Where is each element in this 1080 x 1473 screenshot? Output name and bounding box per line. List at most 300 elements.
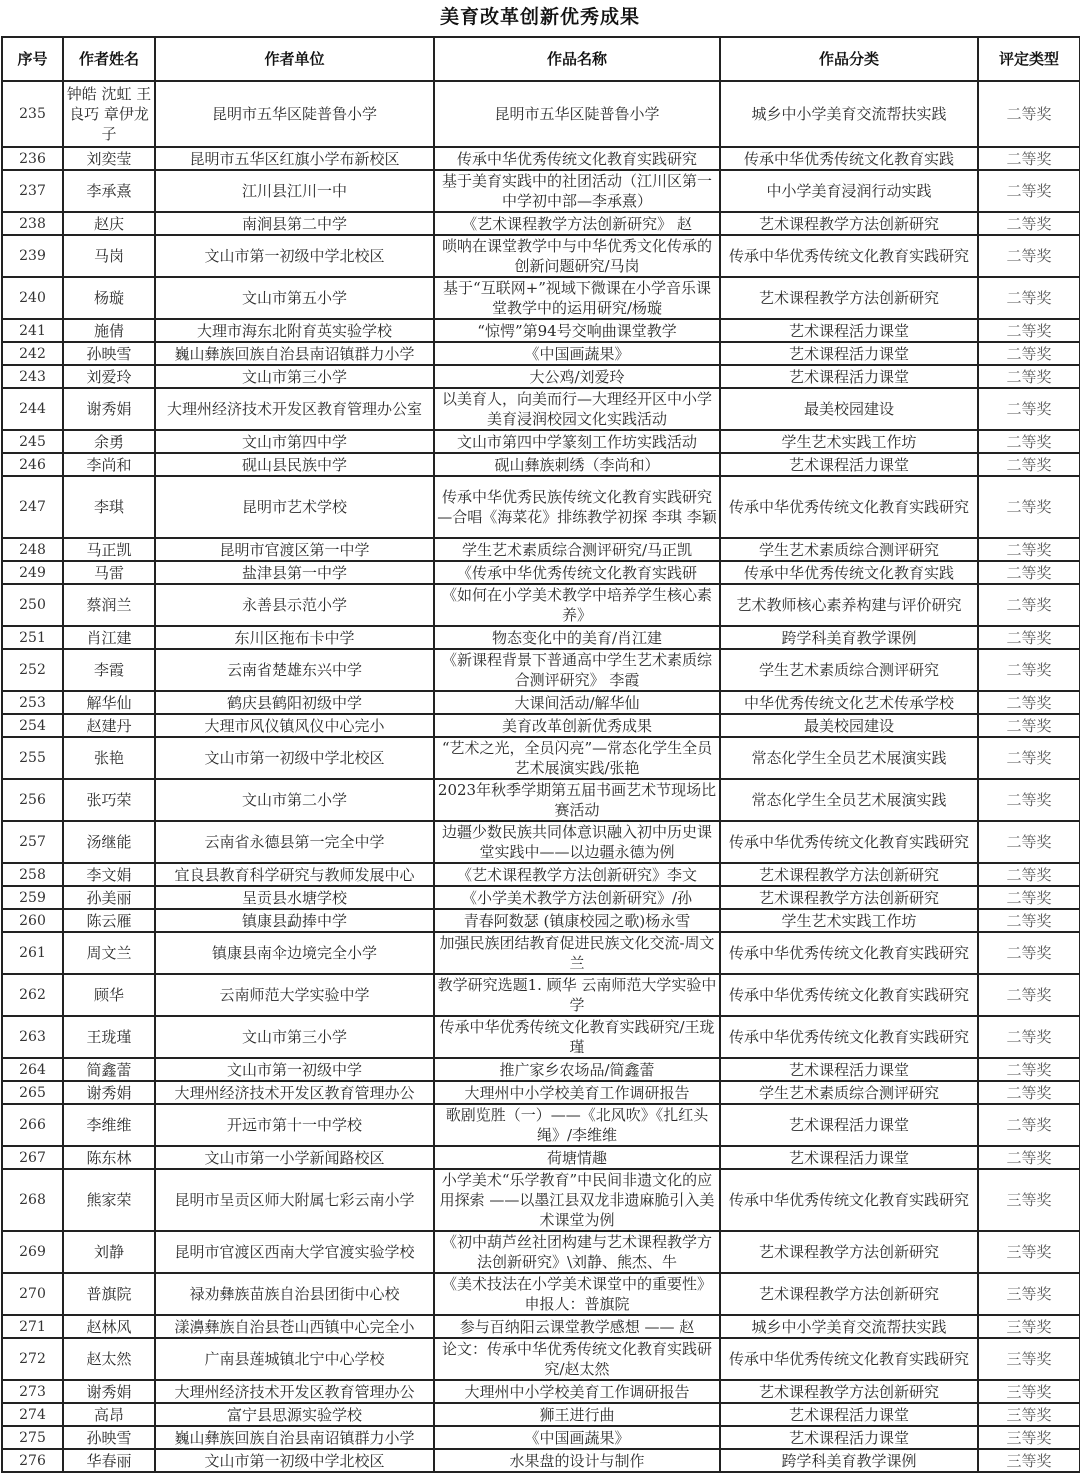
work-title-cell-text: 砚山彝族刺绣（李尚和） [494, 455, 660, 474]
work-category-cell-text: 艺术课程教学方法创新研究 [758, 1382, 939, 1401]
table-row [2, 863, 1080, 886]
table-row [2, 1146, 1080, 1169]
table-row [2, 626, 1080, 649]
serial-number-cell [2, 1231, 63, 1273]
table-row [2, 779, 1080, 821]
award-type-cell [978, 1273, 1080, 1315]
work-category-cell [720, 277, 978, 319]
author-name-cell [63, 737, 155, 779]
work-category-cell [720, 649, 978, 691]
award-type-cell-text: 二等奖 [1006, 865, 1052, 884]
work-category-cell-text: 艺术课程活力课堂 [788, 1116, 909, 1134]
author-unit-cell [155, 584, 434, 626]
author-name-cell-text: 赵太然 [86, 1350, 132, 1368]
author-name-cell-text: 施倩 [93, 321, 124, 340]
serial-number-cell [2, 561, 63, 584]
table-row [2, 365, 1080, 388]
author-unit-cell [155, 277, 434, 319]
serial-number-cell-text: 249 [19, 564, 46, 581]
work-title-cell-text: “艺术之光，全员闪亮”—常态化学生全员艺术展演实践/张艳 [441, 739, 713, 777]
award-type-cell [978, 932, 1080, 974]
author-name-cell-text: 刘静 [93, 1243, 124, 1261]
work-category-cell-text: 艺术教师核心素养构建与评价研究 [736, 596, 962, 614]
award-type-cell [978, 319, 1080, 342]
work-title-cell-text: 学生艺术素质综合测评研究/马正凯 [461, 540, 693, 559]
serial-number-cell-text: 266 [19, 1117, 46, 1133]
work-category-cell-text: 学生艺术实践工作坊 [781, 432, 917, 451]
author-name-cell-text: 谢秀娟 [86, 400, 132, 418]
author-name-cell [63, 886, 155, 909]
award-type-cell [978, 342, 1080, 365]
work-title-cell-text: 《艺术课程教学方法创新研究》 赵 [462, 214, 692, 233]
award-type-cell [978, 1104, 1080, 1146]
work-category-cell-text: 跨学科美育教学课例 [781, 628, 917, 647]
serial-number-cell [2, 453, 63, 476]
work-title-cell [434, 886, 720, 909]
author-name-cell-text: 孙美丽 [86, 888, 132, 907]
table-row [2, 1315, 1080, 1338]
author-name-cell [63, 319, 155, 342]
author-unit-cell-text: 宜良县教育科学研究与教师发展中心 [174, 865, 415, 884]
award-type-cell [978, 974, 1080, 1016]
award-type-cell [978, 1315, 1080, 1338]
author-unit-cell [155, 1231, 434, 1273]
work-title-cell-text: 《艺术课程教学方法创新研究》李文 [456, 865, 697, 884]
author-name-cell [63, 714, 155, 737]
author-unit-cell-text: 大理州经济技术开发区教育管理办公室 [166, 400, 422, 418]
work-title-cell-text: 2023年秋季学期第五届书画艺术节现场比赛活动 [437, 781, 717, 819]
work-category-cell-text: 艺术课程活力课堂 [788, 1428, 909, 1447]
author-name-cell [63, 430, 155, 453]
serial-number-cell-text: 242 [19, 345, 46, 362]
award-type-cell [978, 626, 1080, 649]
work-title-cell-text: 小学美术“乐学教育”中民间非遗文化的应用探索 ——以墨江县双龙非遗麻脆引入美术课堂为例 [439, 1171, 715, 1229]
table-row [2, 235, 1080, 277]
author-name-cell [63, 1315, 155, 1338]
award-type-cell [978, 476, 1080, 538]
work-category-cell-text: 最美校园建设 [803, 400, 894, 418]
work-title-cell [434, 909, 720, 932]
work-category-cell-text: 艺术课程活力课堂 [788, 1405, 909, 1424]
serial-number-cell-text: 244 [19, 401, 46, 417]
award-type-cell [978, 863, 1080, 886]
table-row [2, 1231, 1080, 1273]
work-title-cell-text: 推广家乡农场品/简鑫蕾 [499, 1060, 655, 1079]
serial-number-cell [2, 365, 63, 388]
award-type-cell [978, 691, 1080, 714]
author-unit-cell-text: 昆明市官渡区第一中学 [219, 540, 370, 559]
work-category-cell [720, 1403, 978, 1426]
serial-number-cell [2, 430, 63, 453]
author-unit-cell-text: 大理州经济技术开发区教育管理办公 [174, 1382, 415, 1401]
author-name-cell [63, 476, 155, 538]
award-type-cell [978, 1380, 1080, 1403]
work-title-cell [434, 170, 720, 212]
table-row [2, 342, 1080, 365]
author-name-cell [63, 909, 155, 932]
author-unit-cell [155, 974, 434, 1016]
award-type-cell [978, 81, 1080, 147]
work-title-cell-text: 文山市第四中学篆刻工作坊实践活动 [456, 432, 697, 451]
work-title-cell-text: 传承中华优秀民族传统文化教育实践研究—合唱《海菜花》排练教学初探 李琪 李颖 [437, 488, 717, 526]
table-body [2, 81, 1080, 1472]
author-unit-cell [155, 319, 434, 342]
table-row [2, 538, 1080, 561]
work-category-cell [720, 147, 978, 170]
author-unit-cell [155, 1104, 434, 1146]
table-row [2, 1016, 1080, 1058]
work-title-cell-text: 《中国画蔬果》 [524, 344, 630, 363]
table-row [2, 319, 1080, 342]
serial-number-cell-text: 245 [19, 433, 46, 450]
work-category-cell [720, 476, 978, 538]
author-name-cell-text: 周文兰 [86, 944, 132, 962]
serial-number-cell-text: 248 [19, 541, 46, 558]
author-name-cell-text: 谢秀娟 [86, 1083, 132, 1102]
author-unit-cell [155, 649, 434, 691]
author-name-cell-text: 顾华 [93, 986, 124, 1004]
work-title-cell [434, 1016, 720, 1058]
serial-number-cell-text: 255 [19, 750, 46, 766]
author-unit-cell [155, 691, 434, 714]
serial-number-cell-text: 261 [19, 945, 46, 961]
work-category-cell [720, 821, 978, 863]
serial-number-cell [2, 1169, 63, 1231]
work-title-cell [434, 147, 720, 170]
award-type-cell [978, 1338, 1080, 1380]
author-unit-cell [155, 909, 434, 932]
work-title-cell-text: 荷塘情趣 [546, 1148, 607, 1167]
work-title-cell [434, 1338, 720, 1380]
award-type-cell [978, 714, 1080, 737]
work-category-cell [720, 538, 978, 561]
work-title-cell-text: 大理州中小学校美育工作调研报告 [464, 1382, 690, 1401]
table-row [2, 714, 1080, 737]
work-category-cell-text: 中小学美育浸润行动实践 [766, 182, 932, 200]
serial-number-cell-text: 269 [19, 1244, 46, 1260]
author-name-cell-text: 王珑瑾 [86, 1028, 132, 1046]
work-title-cell [434, 737, 720, 779]
work-category-cell-text: 城乡中小学美育交流帮扶实践 [751, 105, 947, 123]
author-unit-cell-text: 昆明市呈贡区师大附属七彩云南小学 [174, 1191, 415, 1209]
work-title-cell [434, 1231, 720, 1273]
award-type-cell [978, 388, 1080, 430]
serial-number-cell-text: 276 [19, 1452, 46, 1469]
work-category-cell-text: 最美校园建设 [803, 716, 894, 735]
award-type-cell [978, 277, 1080, 319]
work-title-cell-text: 《美术技法在小学美术课堂中的重要性》 申报人：普旗院 [441, 1275, 712, 1313]
author-name-cell [63, 821, 155, 863]
table-row [2, 476, 1080, 538]
work-category-cell-text: 城乡中小学美育交流帮扶实践 [751, 1317, 947, 1336]
author-unit-cell-text: 广南县莲城镇北宁中心学校 [204, 1350, 385, 1368]
author-name-cell [63, 779, 155, 821]
award-type-cell [978, 453, 1080, 476]
author-unit-cell [155, 714, 434, 737]
work-title-cell-text: 《传承中华优秀传统文化教育实践研 [456, 563, 697, 582]
work-category-cell-text: 艺术课程活力课堂 [788, 1060, 909, 1079]
author-name-cell-text: 熊家荣 [86, 1191, 132, 1209]
award-type-cell-text: 二等奖 [1006, 791, 1052, 809]
work-category-cell-text: 学生艺术素质综合测评研究 [758, 661, 939, 679]
work-category-cell [720, 388, 978, 430]
author-unit-cell-text: 文山市第一初级中学北校区 [204, 749, 385, 767]
work-category-cell-text: 常态化学生全员艺术展演实践 [751, 791, 947, 809]
work-title-cell-text: 大公鸡/刘爱玲 [529, 367, 625, 386]
author-name-cell [63, 365, 155, 388]
serial-number-cell-text: 237 [19, 183, 46, 199]
award-type-cell [978, 1169, 1080, 1231]
serial-number-cell-text: 273 [19, 1383, 46, 1400]
author-unit-cell [155, 821, 434, 863]
table-row [2, 1380, 1080, 1403]
serial-number-cell [2, 584, 63, 626]
author-name-cell-text: 马正凯 [86, 540, 132, 559]
work-title-cell-text: 边疆少数民族共同体意识融入初中历史课堂实践中——以边疆永德为例 [441, 823, 712, 861]
award-type-cell-text: 二等奖 [1006, 911, 1052, 930]
author-name-cell-text: 马岗 [93, 247, 124, 265]
work-title-cell [434, 1081, 720, 1104]
serial-number-cell [2, 1338, 63, 1380]
author-name-cell [63, 691, 155, 714]
author-name-cell-text: 刘爱玲 [86, 367, 132, 386]
work-title-cell [434, 1273, 720, 1315]
work-title-cell [434, 277, 720, 319]
author-name-cell [63, 649, 155, 691]
work-category-cell [720, 714, 978, 737]
author-name-cell-text: 孙映雪 [86, 344, 132, 363]
author-unit-cell-text: 南涧县第二中学 [241, 214, 347, 233]
author-unit-cell-text: 文山市第五小学 [241, 289, 347, 307]
work-category-cell-text: 艺术课程教学方法创新研究 [758, 888, 939, 907]
work-category-cell [720, 1273, 978, 1315]
award-type-cell [978, 909, 1080, 932]
table-row [2, 1081, 1080, 1104]
work-title-cell [434, 1426, 720, 1449]
author-name-cell [63, 147, 155, 170]
author-name-cell [63, 626, 155, 649]
serial-number-cell [2, 1081, 63, 1104]
serial-number-cell-text: 267 [19, 1149, 46, 1166]
author-name-cell [63, 863, 155, 886]
work-category-cell [720, 1338, 978, 1380]
author-name-cell [63, 81, 155, 147]
work-category-cell-text: 学生艺术素质综合测评研究 [758, 1083, 939, 1102]
award-type-cell-text: 二等奖 [1006, 888, 1052, 907]
author-unit-cell-text: 文山市第三小学 [241, 1028, 347, 1046]
author-name-cell [63, 1058, 155, 1081]
author-unit-cell-text: 东川区拖布卡中学 [234, 628, 355, 647]
author-name-cell [63, 561, 155, 584]
work-category-cell [720, 863, 978, 886]
author-name-cell-text: 简鑫蕾 [86, 1060, 132, 1079]
author-unit-cell [155, 932, 434, 974]
author-unit-cell [155, 1273, 434, 1315]
work-category-cell [720, 909, 978, 932]
author-unit-cell [155, 1426, 434, 1449]
table-row [2, 886, 1080, 909]
serial-number-cell-text: 253 [19, 694, 46, 711]
author-unit-cell [155, 212, 434, 235]
table-row [2, 649, 1080, 691]
author-unit-cell [155, 1169, 434, 1231]
work-category-cell [720, 584, 978, 626]
author-name-cell-text: 华春丽 [86, 1451, 132, 1470]
work-title-cell [434, 626, 720, 649]
author-unit-cell-text: 盐津县第一中学 [241, 563, 347, 582]
table-row [2, 277, 1080, 319]
author-unit-cell [155, 1146, 434, 1169]
award-type-cell [978, 649, 1080, 691]
author-name-cell-text: 肖江建 [86, 628, 132, 647]
author-unit-cell-text: 大理州经济技术开发区教育管理办公 [174, 1083, 415, 1102]
serial-number-cell [2, 1058, 63, 1081]
work-category-cell [720, 342, 978, 365]
award-type-cell-text: 三等奖 [1006, 1285, 1052, 1303]
serial-number-cell [2, 909, 63, 932]
work-category-cell [720, 235, 978, 277]
work-title-cell [434, 319, 720, 342]
award-type-cell [978, 779, 1080, 821]
work-category-cell [720, 1426, 978, 1449]
work-category-cell [720, 1058, 978, 1081]
author-unit-cell-text: 文山市第一小学新闻路校区 [204, 1148, 385, 1167]
work-category-cell-text: 跨学科美育教学课例 [781, 1451, 917, 1470]
author-name-cell-text: 李霞 [93, 661, 124, 679]
table-row [2, 821, 1080, 863]
work-title-cell [434, 821, 720, 863]
author-unit-cell-text: 禄劝彝族苗族自治县团街中心校 [189, 1285, 400, 1303]
author-unit-cell-text: 文山市第一初级中学北校区 [204, 247, 385, 265]
award-type-cell [978, 561, 1080, 584]
work-title-cell [434, 81, 720, 147]
author-name-cell [63, 538, 155, 561]
work-title-cell [434, 1380, 720, 1403]
award-type-cell [978, 1231, 1080, 1273]
work-title-cell-text: 大理州中小学校美育工作调研报告 [464, 1083, 690, 1102]
author-name-cell-text: 赵林风 [86, 1317, 132, 1336]
work-category-cell [720, 626, 978, 649]
author-name-cell [63, 170, 155, 212]
author-unit-cell-text: 镇康县勐捧中学 [241, 911, 347, 930]
award-type-cell-text: 二等奖 [1006, 1148, 1052, 1167]
serial-number-cell-text: 257 [19, 834, 46, 850]
award-type-cell [978, 1403, 1080, 1426]
work-category-cell-text: 传承中华优秀传统文化教育实践研究 [728, 498, 969, 516]
award-type-cell [978, 1058, 1080, 1081]
table-row [2, 1338, 1080, 1380]
work-category-cell [720, 170, 978, 212]
award-type-cell-text: 三等奖 [1006, 1382, 1052, 1401]
work-category-cell-text: 艺术课程教学方法创新研究 [758, 289, 939, 307]
work-category-cell [720, 365, 978, 388]
work-category-cell-text: 艺术课程教学方法创新研究 [758, 214, 939, 233]
author-name-cell [63, 1016, 155, 1058]
award-type-cell-text: 二等奖 [1006, 563, 1052, 582]
award-type-cell [978, 1146, 1080, 1169]
work-category-cell-text: 艺术课程教学方法创新研究 [758, 1243, 939, 1261]
author-name-cell [63, 342, 155, 365]
work-title-cell-text: 青春阿数瑟 (镇康校园之歌)杨永雪 [463, 911, 691, 930]
work-title-cell [434, 1104, 720, 1146]
author-unit-cell [155, 779, 434, 821]
work-category-cell [720, 886, 978, 909]
award-type-cell-text: 三等奖 [1006, 1350, 1052, 1368]
serial-number-cell-text: 235 [19, 106, 46, 122]
work-category-cell-text: 艺术课程活力课堂 [788, 321, 909, 340]
table-row [2, 1058, 1080, 1081]
work-title-cell-text: 《新课程背景下普通高中学生艺术素质综合测评研究》 李霞 [441, 651, 712, 689]
serial-number-cell-text: 271 [19, 1318, 46, 1335]
work-category-cell [720, 1081, 978, 1104]
serial-number-cell [2, 212, 63, 235]
work-title-cell [434, 453, 720, 476]
serial-number-cell-text: 241 [19, 322, 46, 339]
author-name-cell [63, 1169, 155, 1231]
work-category-cell [720, 691, 978, 714]
author-name-cell-text: 张巧荣 [86, 791, 132, 809]
work-title-cell [434, 974, 720, 1016]
award-type-cell-text: 二等奖 [1006, 749, 1052, 767]
award-type-cell-text: 二等奖 [1006, 1116, 1052, 1134]
work-title-cell-text: 传承中华优秀传统文化教育实践研究 [456, 149, 697, 168]
work-title-cell [434, 779, 720, 821]
author-unit-cell [155, 737, 434, 779]
serial-number-cell [2, 342, 63, 365]
award-type-cell-text: 二等奖 [1006, 498, 1052, 516]
table-row [2, 691, 1080, 714]
award-type-cell [978, 538, 1080, 561]
work-category-cell [720, 1104, 978, 1146]
table-row [2, 932, 1080, 974]
serial-number-cell [2, 863, 63, 886]
work-title-cell-text: 论文：传承中华优秀传统文化教育实践研究/赵太然 [441, 1340, 712, 1378]
author-name-cell-text: 李维维 [86, 1116, 132, 1134]
award-type-cell-text: 二等奖 [1006, 182, 1052, 200]
work-title-cell [434, 538, 720, 561]
author-unit-cell [155, 1081, 434, 1104]
author-unit-cell [155, 1338, 434, 1380]
work-title-cell [434, 1403, 720, 1426]
author-name-cell-text: 高昂 [93, 1405, 124, 1424]
serial-number-cell-text: 252 [19, 662, 46, 678]
award-type-cell [978, 1016, 1080, 1058]
work-category-cell-text: 艺术课程活力课堂 [788, 1148, 909, 1167]
author-unit-cell-text: 鹤庆县鹤阳初级中学 [226, 693, 362, 712]
work-title-cell [434, 1169, 720, 1231]
author-name-cell-text: 杨璇 [93, 289, 124, 307]
work-title-cell-text: 物态变化中的美育/肖江建 [491, 628, 663, 647]
award-type-cell-text: 三等奖 [1006, 1451, 1052, 1470]
table-row [2, 388, 1080, 430]
table-row [2, 909, 1080, 932]
table-row [2, 1426, 1080, 1449]
author-unit-cell [155, 863, 434, 886]
award-type-cell-text: 二等奖 [1006, 1083, 1052, 1102]
work-title-cell [434, 1315, 720, 1338]
table-row [2, 1104, 1080, 1146]
author-name-cell-text: 汤继能 [86, 833, 132, 851]
award-type-cell-text: 二等奖 [1006, 1060, 1052, 1079]
serial-number-cell [2, 932, 63, 974]
serial-number-cell-text: 247 [19, 499, 46, 515]
author-unit-cell-text: 昆明市五华区红旗小学布新校区 [189, 149, 400, 168]
author-unit-cell-text: 文山市第二小学 [241, 791, 347, 809]
table-row [2, 561, 1080, 584]
serial-number-cell [2, 974, 63, 1016]
award-type-cell [978, 235, 1080, 277]
author-unit-cell [155, 388, 434, 430]
